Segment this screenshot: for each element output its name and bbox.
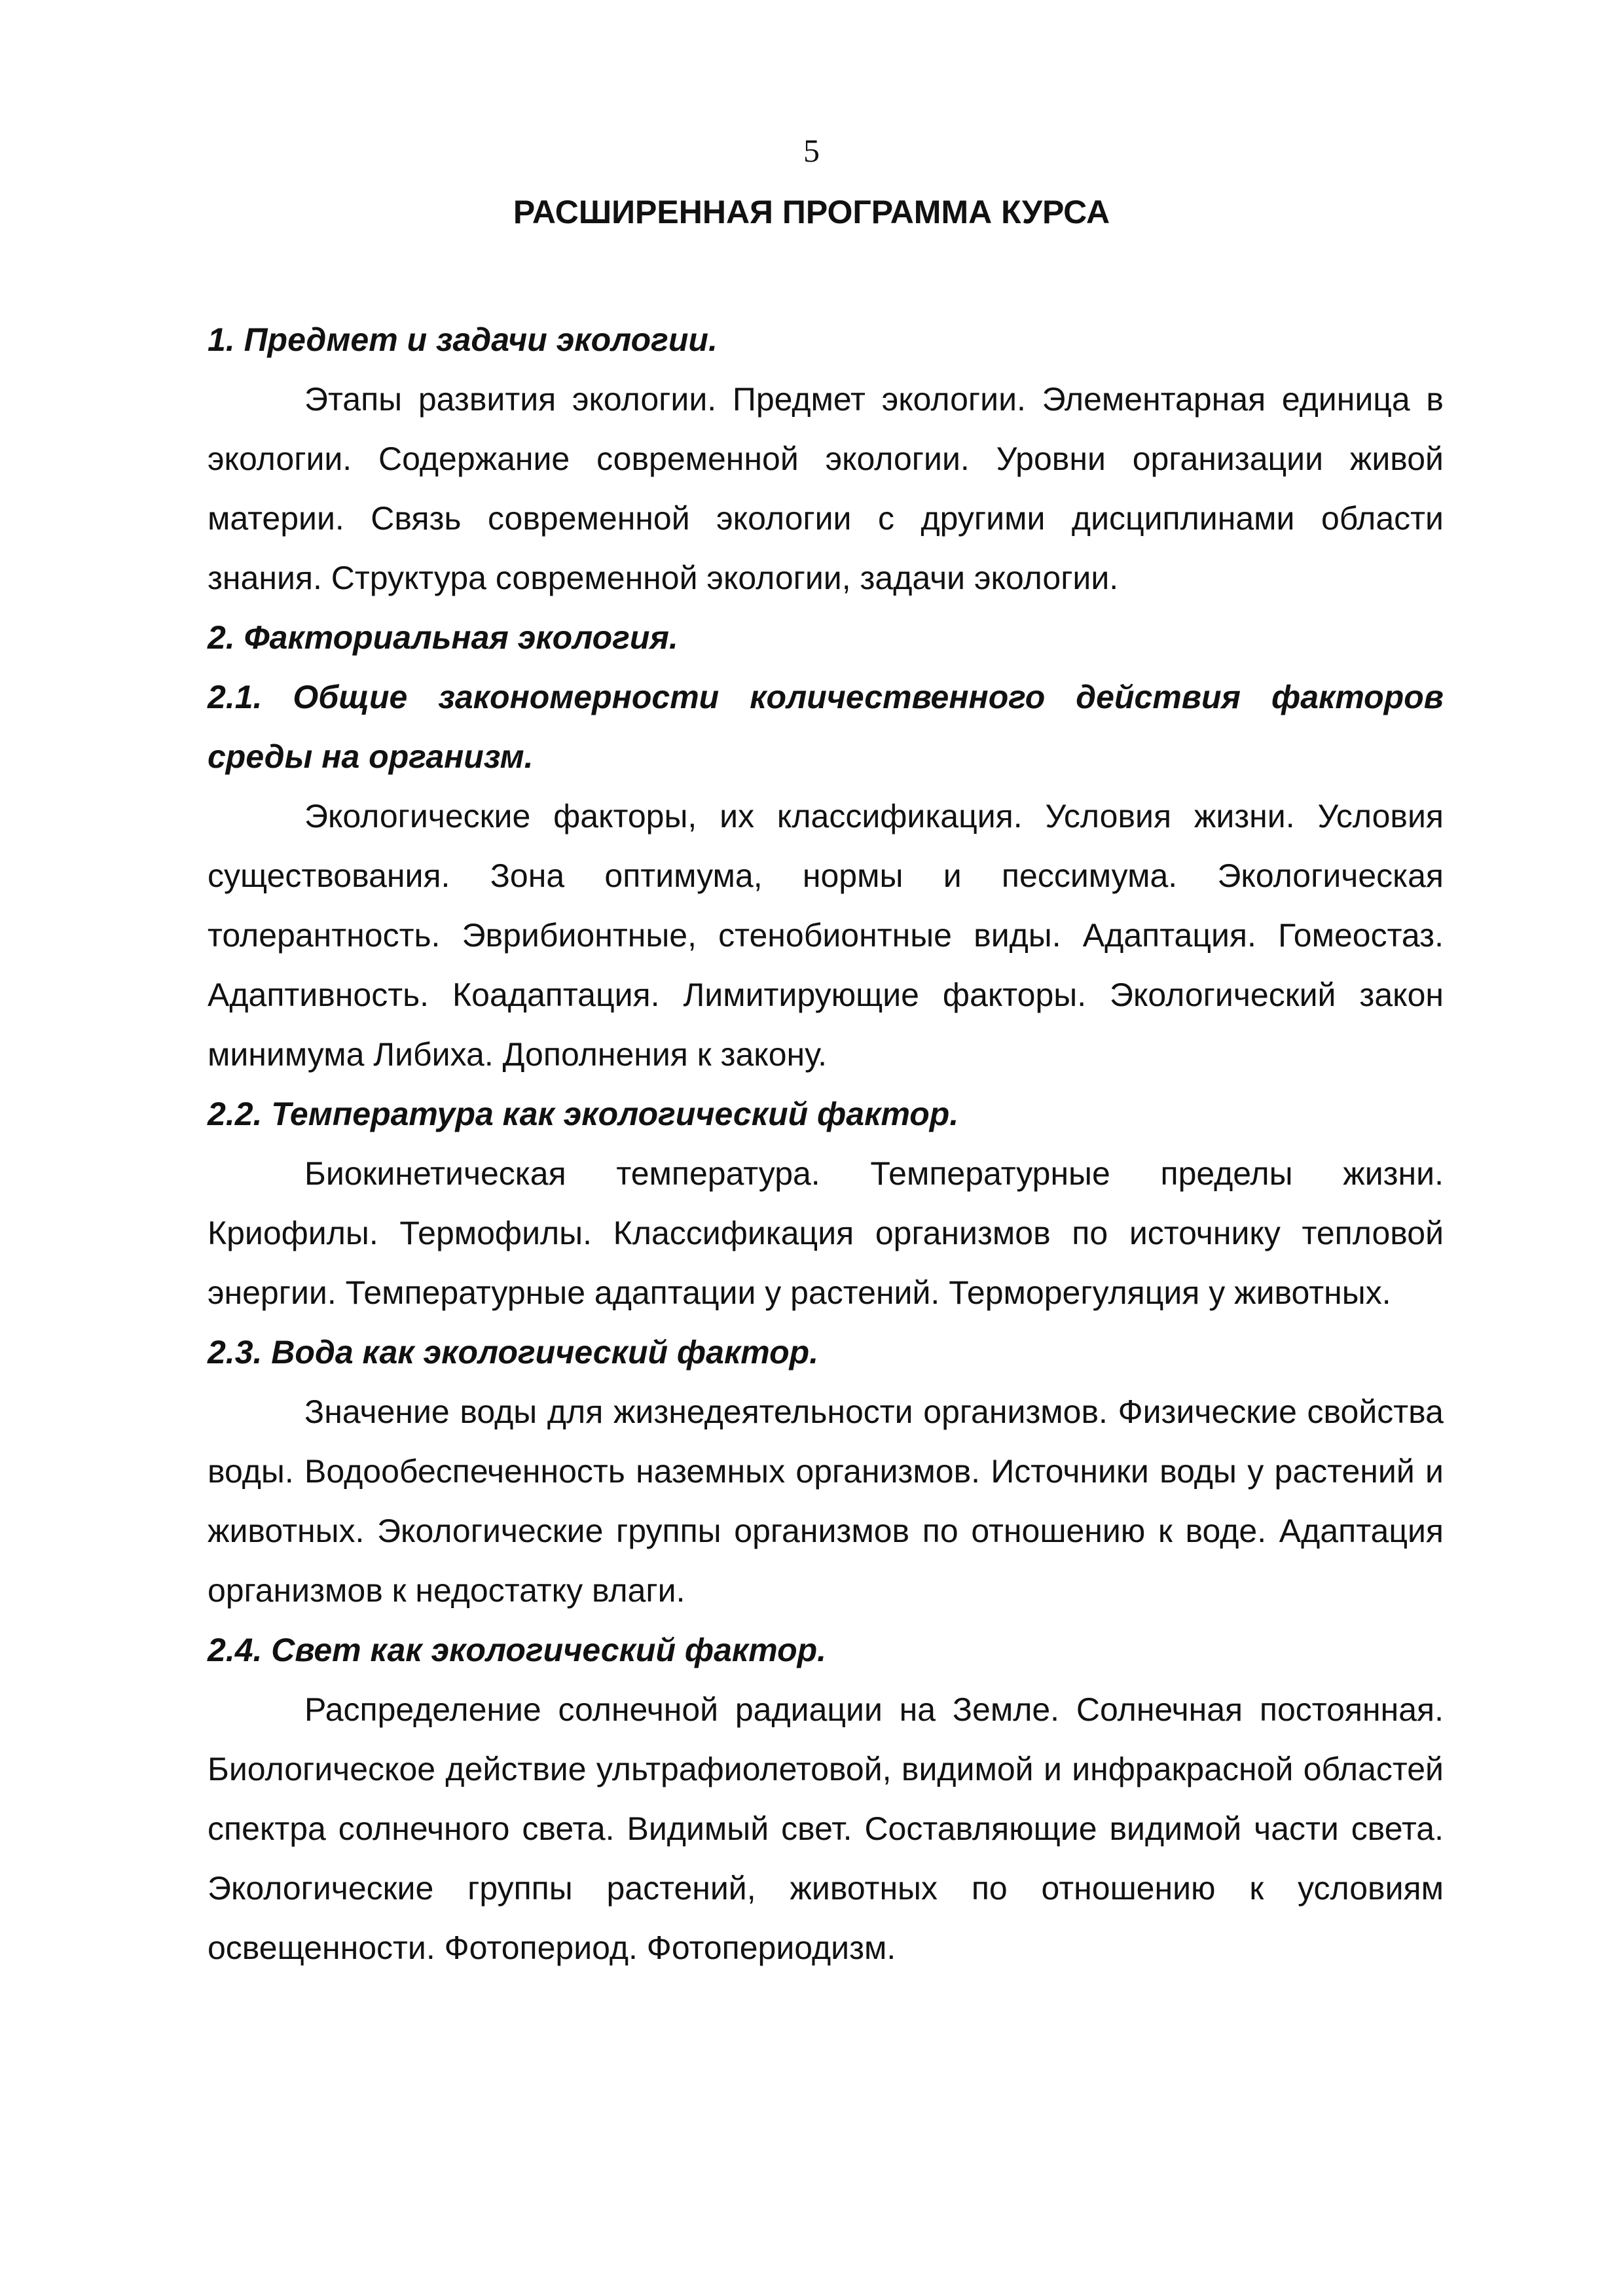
section-heading-1: 1. Предмет и задачи экологии. [208, 321, 718, 358]
section-heading-2-2: 2.2. Температура как экологический фактор. [208, 1096, 959, 1132]
section-body-2-1: Экологические факторы, их классификация. Условия жизни. Условия существования. Зона оптимума, нормы и пессимума. Экологическая толерантность. Эврибионтные, стенобионтные виды. Адаптация. Гомеостаз. Адаптивность. Коадаптация. Лимитирующие факторы. Экологический закон минимума Либиха. Дополнения к закону. [208, 798, 1444, 1073]
page-number: 5 [803, 132, 820, 169]
section-heading-2-4: 2.4. Свет как экологический фактор. [208, 1632, 827, 1668]
course-program-content [208, 310, 1444, 1978]
section-body-2-3: Значение воды для жизнедеятельности организмов. Физические свойства воды. Водообеспеченность наземных организмов. Источники воды у растений и животных. Экологические группы организмов по отношению к воде. Адаптация организмов к недостатку влаги. [208, 1393, 1444, 1609]
section-body-1: Этапы развития экологии. Предмет экологии. Элементарная единица в экологии. Содержание современной экологии. Уровни организации живой материи. Связь современной экологии с другими дисциплинами области знания. Структура современной экологии, задачи экологии. [208, 381, 1444, 596]
section-heading-2-1: 2.1. Общие закономерности количественного действия факторов среды на организм. [208, 679, 1444, 775]
page-title: РАСШИРЕННАЯ ПРОГРАММА КУРСА [513, 194, 1110, 230]
section-heading-2: 2. Факториальная экология. [208, 619, 678, 656]
section-body-2-2: Биокинетическая температура. Температурные пределы жизни. Криофилы. Термофилы. Классификация организмов по источнику тепловой энергии. Температурные адаптации у растений. Терморегуляция у животных. [208, 1155, 1444, 1311]
section-body-2-4: Распределение солнечной радиации на Земле. Солнечная постоянная. Биологическое действие ультрафиолетовой, видимой и инфракрасной областей спектра солнечного света. Видимый свет. Составляющие видимой части света. Экологические группы растений, животных по отношению к условиям освещенности. Фотопериод. Фотопериодизм. [208, 1691, 1444, 1966]
section-heading-2-3: 2.3. Вода как экологический фактор. [208, 1334, 819, 1371]
